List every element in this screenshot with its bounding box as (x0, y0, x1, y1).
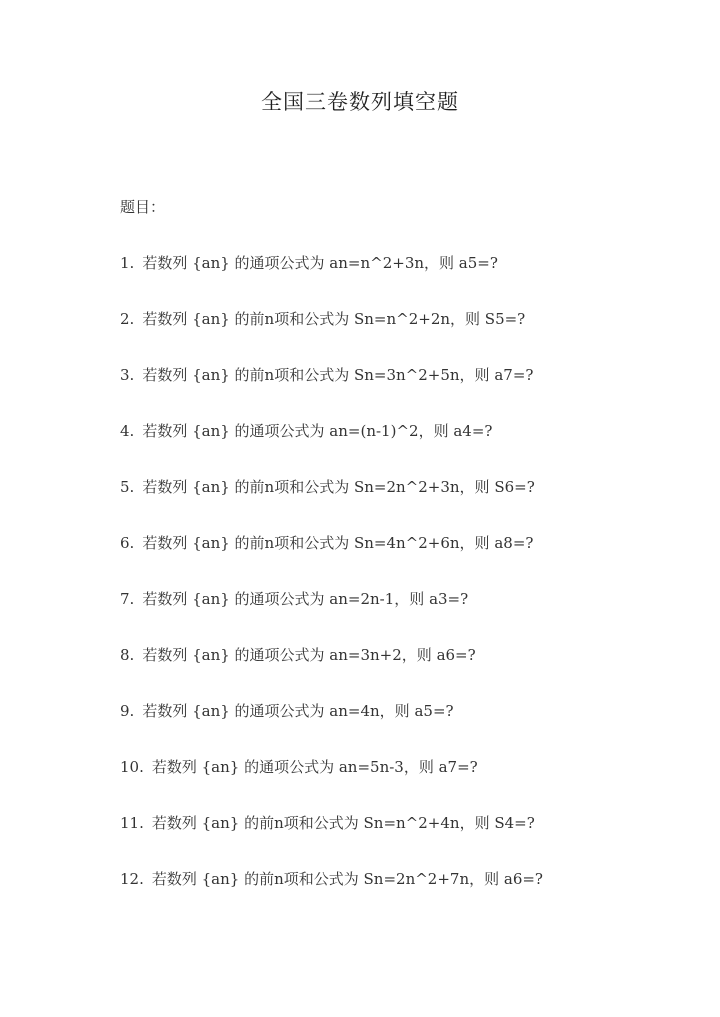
question-text: 若数列 {an} 的前n项和公式为 Sn=2n^2+3n，则 S6=? (142, 478, 535, 496)
question-item (120, 644, 543, 700)
section-label: 题目： (120, 198, 166, 216)
question-text: 若数列 {an} 的通项公式为 an=3n+2，则 a6=? (142, 646, 476, 664)
question-number: 1. (120, 254, 135, 272)
question-number: 5. (120, 478, 135, 496)
question-text: 若数列 {an} 的通项公式为 an=2n-1，则 a3=? (142, 590, 469, 608)
question-number: 7. (120, 590, 135, 608)
question-item (120, 700, 543, 756)
question-text: 若数列 {an} 的前n项和公式为 Sn=n^2+2n，则 S5=? (142, 310, 526, 328)
question-text: 若数列 {an} 的前n项和公式为 Sn=n^2+4n，则 S4=? (151, 814, 535, 832)
question-number: 4. (120, 422, 135, 440)
question-text: 若数列 {an} 的通项公式为 an=(n-1)^2，则 a4=? (142, 422, 493, 440)
question-item (120, 476, 543, 532)
question-number: 9. (120, 702, 135, 720)
question-text: 若数列 {an} 的通项公式为 an=4n，则 a5=? (142, 702, 454, 720)
question-item (120, 364, 543, 420)
page-title: 全国三卷数列填空题 (261, 90, 459, 114)
question-number: 2. (120, 310, 135, 328)
question-text: 若数列 {an} 的前n项和公式为 Sn=2n^2+7n，则 a6=? (151, 870, 543, 888)
question-item (120, 420, 543, 476)
question-text: 若数列 {an} 的前n项和公式为 Sn=3n^2+5n，则 a7=? (142, 366, 534, 384)
question-item (120, 532, 543, 588)
question-number: 6. (120, 534, 135, 552)
question-list (120, 252, 543, 924)
question-item (120, 252, 543, 308)
question-item (120, 756, 543, 812)
question-text: 若数列 {an} 的前n项和公式为 Sn=4n^2+6n，则 a8=? (142, 534, 534, 552)
question-number: 10. (120, 758, 144, 776)
question-text: 若数列 {an} 的通项公式为 an=n^2+3n，则 a5=? (142, 254, 498, 272)
question-number: 8. (120, 646, 135, 664)
question-number: 3. (120, 366, 135, 384)
question-item (120, 868, 543, 924)
question-item (120, 812, 543, 868)
question-item (120, 308, 543, 364)
question-item (120, 588, 543, 644)
question-number: 11. (120, 814, 144, 832)
question-number: 12. (120, 870, 144, 888)
question-text: 若数列 {an} 的通项公式为 an=5n-3，则 a7=? (151, 758, 478, 776)
